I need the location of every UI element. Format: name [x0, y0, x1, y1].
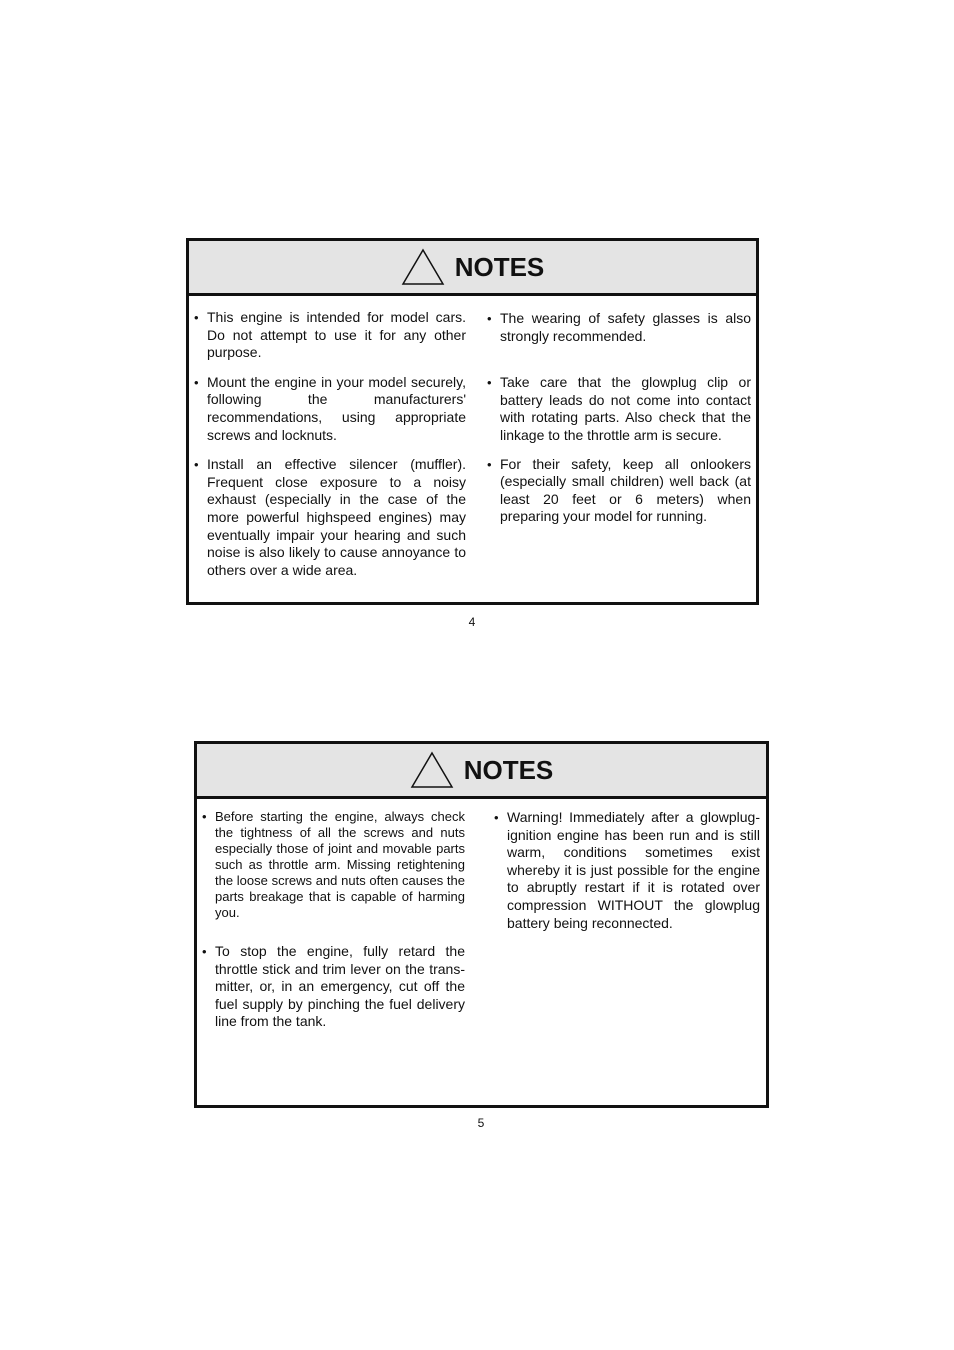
notes-header-top — [189, 241, 756, 296]
list-item — [194, 374, 466, 444]
notes-title: NOTES — [454, 251, 545, 282]
list-item — [202, 943, 465, 1031]
bullet: • — [487, 311, 492, 326]
right-column — [487, 310, 751, 526]
bullet: • — [194, 457, 199, 473]
bullet: • — [194, 374, 199, 390]
left-column — [194, 309, 466, 579]
page-number: 5 — [477, 1116, 485, 1130]
list-item-text: Mount the engine in your model securely, following the manufacturers' recommendations, using appropriate screws and locknuts. — [207, 373, 466, 443]
bullet: • — [202, 944, 207, 959]
warning-triangle-icon — [410, 751, 454, 789]
list-item-text: This engine is intended for model cars. Do not attempt to use it for any other purpose. — [207, 309, 466, 361]
list-item-text: For their safety, keep all onlookers (especially small children) well back (at least 20 feet or 6 meters) when preparing your model for running. — [500, 455, 751, 525]
notes-header-bottom — [197, 744, 766, 799]
list-item — [194, 309, 466, 362]
list-item — [487, 374, 751, 444]
list-item-text: To stop the engine, fully retard the throttle stick and trim lever on the trans-mitter, or, in an emergency, cut off the fuel supply by pinching the fuel delivery line from the tank. — [215, 943, 465, 1030]
list-item-text: The wearing of safety glasses is also strongly recommended. — [500, 310, 751, 344]
page-number: 4 — [468, 615, 476, 629]
notes-panel-top — [186, 238, 759, 605]
list-item — [487, 310, 751, 345]
list-item — [202, 809, 465, 921]
warning-triangle-icon — [401, 248, 445, 286]
bullet: • — [494, 810, 499, 825]
bullet: • — [487, 375, 492, 391]
list-item-text: Take care that the glowplug clip or battery leads do not come into contact with rotating parts. Also check that the linkage to the throttle arm is secure. — [500, 374, 751, 443]
bullet: • — [487, 456, 492, 472]
notes-title: NOTES — [463, 754, 554, 785]
left-column — [202, 809, 465, 1031]
list-item — [194, 456, 466, 579]
bullet: • — [202, 809, 207, 824]
bullet: • — [194, 310, 199, 325]
notes-panel-bottom — [194, 741, 769, 1108]
list-item-text: Warning! Immediately after a glowplug-ignition engine has been run and is still warm, conditions sometimes exist whereby it is just possible for the engine to abruptly restart if it is rotated over compression WITHOUT the glowplug battery being reconnected. — [507, 809, 760, 931]
list-item — [494, 809, 760, 932]
list-item-text: Before starting the engine, always check the tightness of all the screws and nuts especially those of joint and movable parts such as throttle arm. Missing retightening the loose screws and nuts often causes the parts breakage that is capable of harming you. — [215, 809, 465, 920]
right-column — [494, 809, 760, 932]
list-item — [487, 456, 751, 526]
list-item-text: Install an effective silencer (muffler). Frequent close exposure to a noisy exhaust (especially in the case of the more powerful highspeed engines) may eventually impair your hearing and such noise is also likely to cause annoyance to others over a wide area. — [207, 456, 466, 578]
